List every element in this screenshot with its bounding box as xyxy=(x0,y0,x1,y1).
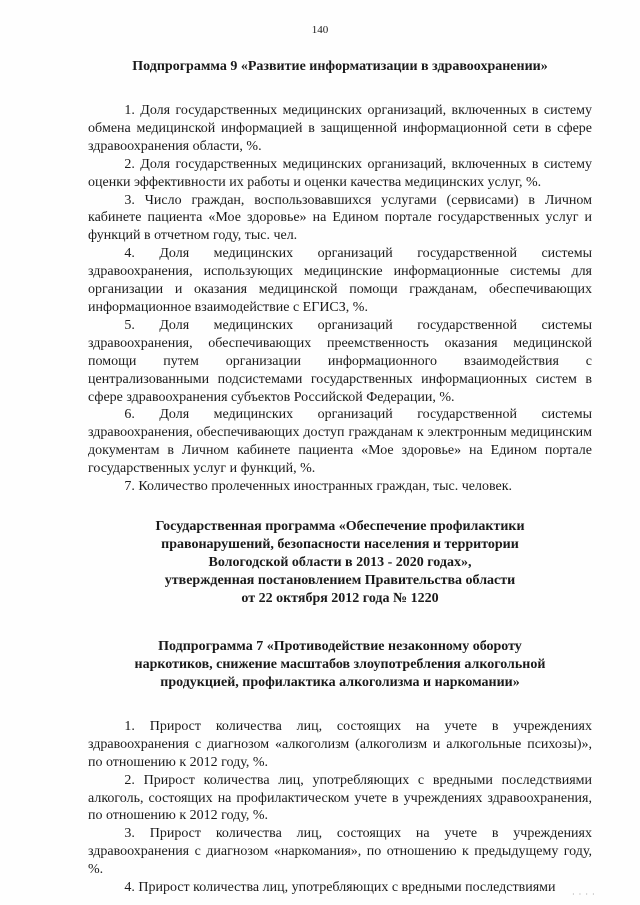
list-item: 1. Доля государственных медицинских организаций, включенных в систему обмена медицинской информацией в защищенной информационной сети в сфере здравоохранения области, %. xyxy=(88,103,592,154)
subprogram-7-title-line: продукцией, профилактика алкоголизма и наркомании» xyxy=(160,674,520,690)
gov-program-title-line: Вологодской области в 2013 - 2020 годах», xyxy=(208,554,472,570)
gov-program-title xyxy=(88,518,592,608)
list-item: 1. Прирост количества лиц, состоящих на учете в учреждениях здравоохранения с диагнозом «алкоголизм (алкоголизм и алкогольные психозы)», по отношению к 2012 году, %. xyxy=(88,718,592,770)
list-item: 3. Прирост количества лиц, состоящих на учете в учреждениях здравоохранения с диагнозом «наркомания», по отношению к предыдущему году, %. xyxy=(88,826,592,878)
document-body xyxy=(88,58,592,897)
subprogram-7-title xyxy=(88,638,592,692)
subprogram-7-title-line: Подпрограмма 7 «Противодействие незаконному обороту xyxy=(158,638,522,654)
list-item: 6. Доля медицинских организаций государственной системы здравоохранения, обеспечивающих доступ гражданам к электронным медицинским документам в Личном кабинете пациента «Мое здоровье» на Едином портале государственных услуг и функций, %. xyxy=(88,407,592,477)
footer-mark: · · · · xyxy=(572,890,596,899)
list-item: 5. Доля медицинских организаций государственной системы здравоохранения, обеспечивающих преемственность оказания медицинской помощи путем организации информационного взаимодействия с централизованными подсистемами государственных информационных систем в сфере здравоохранения субъектов Российской Федерации, %. xyxy=(88,317,592,405)
gov-program-title-line: правонарушений, безопасности населения и территории xyxy=(161,536,519,552)
list-item: 2. Прирост количества лиц, употребляющих с вредными последствиями алкоголь, состоящих на профилактическом учете в учреждениях здравоохранения, по отношению к 2012 году, %. xyxy=(88,772,592,824)
list-item: 7. Количество пролеченных иностранных граждан, тыс. человек. xyxy=(124,479,513,495)
gov-program-title-line: Государственная программа «Обеспечение профилактики xyxy=(155,518,525,534)
gov-program-title-line: утвержденная постановлением Правительства области xyxy=(164,572,516,588)
list-item: 4. Прирост количества лиц, употребляющих с вредными последствиями xyxy=(124,880,556,896)
subprogram-9-title: Подпрограмма 9 «Развитие информатизации в здравоохранении» xyxy=(132,59,548,74)
subprogram-7-items xyxy=(88,718,592,897)
subprogram-7-title-line: наркотиков, снижение масштабов злоупотребления алкогольной xyxy=(134,656,546,672)
list-item: 4. Доля медицинских организаций государственной системы здравоохранения, использующих медицинские информационные системы для организации и оказания медицинской помощи гражданам, обеспечивающих информационное взаимодействие с ЕГИСЗ, %. xyxy=(88,246,592,315)
list-item: 2. Доля государственных медицинских организаций, включенных в систему оценки эффективности их работы и оценки качества медицинских услуг, %. xyxy=(88,156,592,190)
list-item: 3. Число граждан, воспользовавшихся услугами (сервисами) в Личном кабинете пациента «Мое здоровье» на Едином портале государственных услуг и функций в отчетном году, тыс. чел. xyxy=(88,192,592,244)
gov-program-title-line: от 22 октября 2012 года № 1220 xyxy=(241,590,439,606)
subprogram-9-items xyxy=(88,102,592,496)
page-number: 140 xyxy=(311,24,329,36)
